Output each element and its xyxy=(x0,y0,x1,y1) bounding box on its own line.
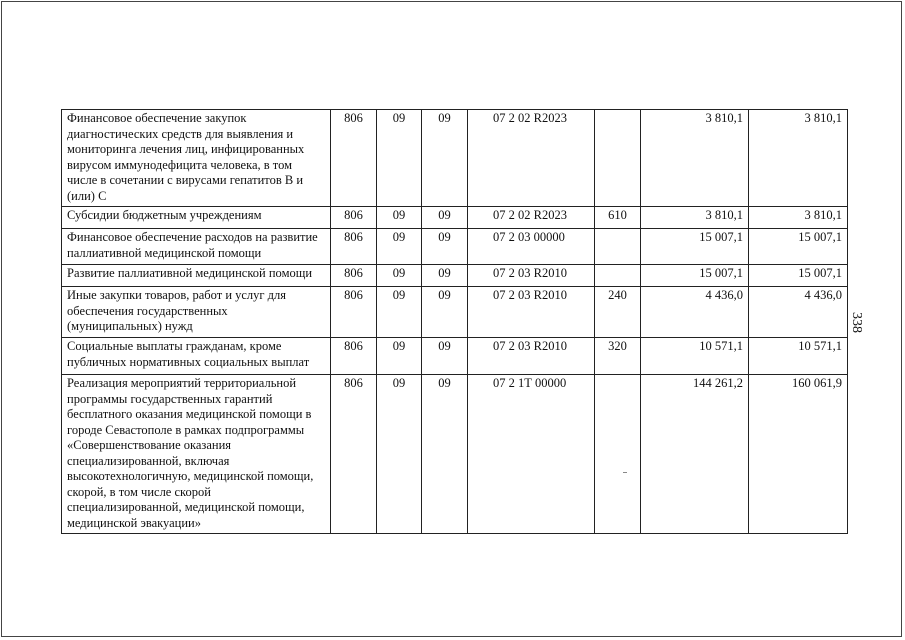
row-sum-2: 4 436,0 xyxy=(749,287,848,338)
row-pr: 09 xyxy=(422,265,468,287)
table-row xyxy=(62,287,848,338)
row-cs: 07 2 03 R2010 xyxy=(468,338,595,375)
row-sum-1: 144 261,2 xyxy=(641,375,749,534)
row-rz: 09 xyxy=(377,287,422,338)
row-name: Социальные выплаты гражданам, кроме публичных нормативных социальных выплат xyxy=(62,338,331,375)
row-rz: 09 xyxy=(377,375,422,534)
row-sum-1: 10 571,1 xyxy=(641,338,749,375)
table-row xyxy=(62,207,848,229)
row-pr: 09 xyxy=(422,229,468,265)
row-name: Субсидии бюджетным учреждениям xyxy=(62,207,331,229)
row-rz: 09 xyxy=(377,265,422,287)
row-vr: 320 xyxy=(595,338,641,375)
row-grbs: 806 xyxy=(331,265,377,287)
table-row xyxy=(62,375,848,534)
table-row xyxy=(62,265,848,287)
row-name: Финансовое обеспечение закупок диагностических средств для выявления и мониторинга лечения лиц, инфицированных вирусом иммунодефицита человека, в том числе в сочетании с вирусами гепатитов В и (или) С xyxy=(62,110,331,207)
row-cs: 07 2 02 R2023 xyxy=(468,110,595,207)
row-pr: 09 xyxy=(422,338,468,375)
row-sum-2: 15 007,1 xyxy=(749,265,848,287)
row-cs: 07 2 03 00000 xyxy=(468,229,595,265)
row-cs: 07 2 1Т 00000 xyxy=(468,375,595,534)
budget-table xyxy=(61,109,848,534)
row-grbs: 806 xyxy=(331,338,377,375)
row-sum-1: 15 007,1 xyxy=(641,229,749,265)
row-sum-2: 160 061,9 xyxy=(749,375,848,534)
row-name: Иные закупки товаров, работ и услуг для обеспечения государственных (муниципальных) нужд xyxy=(62,287,331,338)
row-vr xyxy=(595,375,641,534)
row-sum-2: 3 810,1 xyxy=(749,110,848,207)
row-vr xyxy=(595,229,641,265)
row-grbs: 806 xyxy=(331,110,377,207)
row-rz: 09 xyxy=(377,207,422,229)
row-grbs: 806 xyxy=(331,375,377,534)
row-sum-1: 15 007,1 xyxy=(641,265,749,287)
row-name: Реализация мероприятий территориальной программы государственных гарантий бесплатного оказания медицинской помощи в городе Севастополе в рамках подпрограммы «Совершенствование оказания специализированной, включая высокотехнологичную, медицинской помощи, скорой, в том числе скорой специализированной, медицинской помощи, медицинской эвакуации» xyxy=(62,375,331,534)
row-vr: 240 xyxy=(595,287,641,338)
row-vr: 610 xyxy=(595,207,641,229)
row-pr: 09 xyxy=(422,207,468,229)
table-row xyxy=(62,338,848,375)
row-vr xyxy=(595,265,641,287)
row-rz: 09 xyxy=(377,110,422,207)
row-pr: 09 xyxy=(422,110,468,207)
row-sum-2: 3 810,1 xyxy=(749,207,848,229)
row-rz: 09 xyxy=(377,338,422,375)
row-cs: 07 2 02 R2023 xyxy=(468,207,595,229)
row-sum-1: 3 810,1 xyxy=(641,110,749,207)
table-row xyxy=(62,110,848,207)
table-row xyxy=(62,229,848,265)
row-sum-2: 15 007,1 xyxy=(749,229,848,265)
row-sum-2: 10 571,1 xyxy=(749,338,848,375)
row-name: Развитие паллиативной медицинской помощи xyxy=(62,265,331,287)
row-pr: 09 xyxy=(422,375,468,534)
row-grbs: 806 xyxy=(331,287,377,338)
row-sum-1: 3 810,1 xyxy=(641,207,749,229)
row-cs: 07 2 03 R2010 xyxy=(468,287,595,338)
page-number: 338 xyxy=(849,312,864,333)
row-cs: 07 2 03 R2010 xyxy=(468,265,595,287)
row-rz: 09 xyxy=(377,229,422,265)
row-grbs: 806 xyxy=(331,207,377,229)
row-vr xyxy=(595,110,641,207)
scan-mark xyxy=(623,472,627,473)
row-pr: 09 xyxy=(422,287,468,338)
row-name: Финансовое обеспечение расходов на развитие паллиативной медицинской помощи xyxy=(62,229,331,265)
row-grbs: 806 xyxy=(331,229,377,265)
row-sum-1: 4 436,0 xyxy=(641,287,749,338)
